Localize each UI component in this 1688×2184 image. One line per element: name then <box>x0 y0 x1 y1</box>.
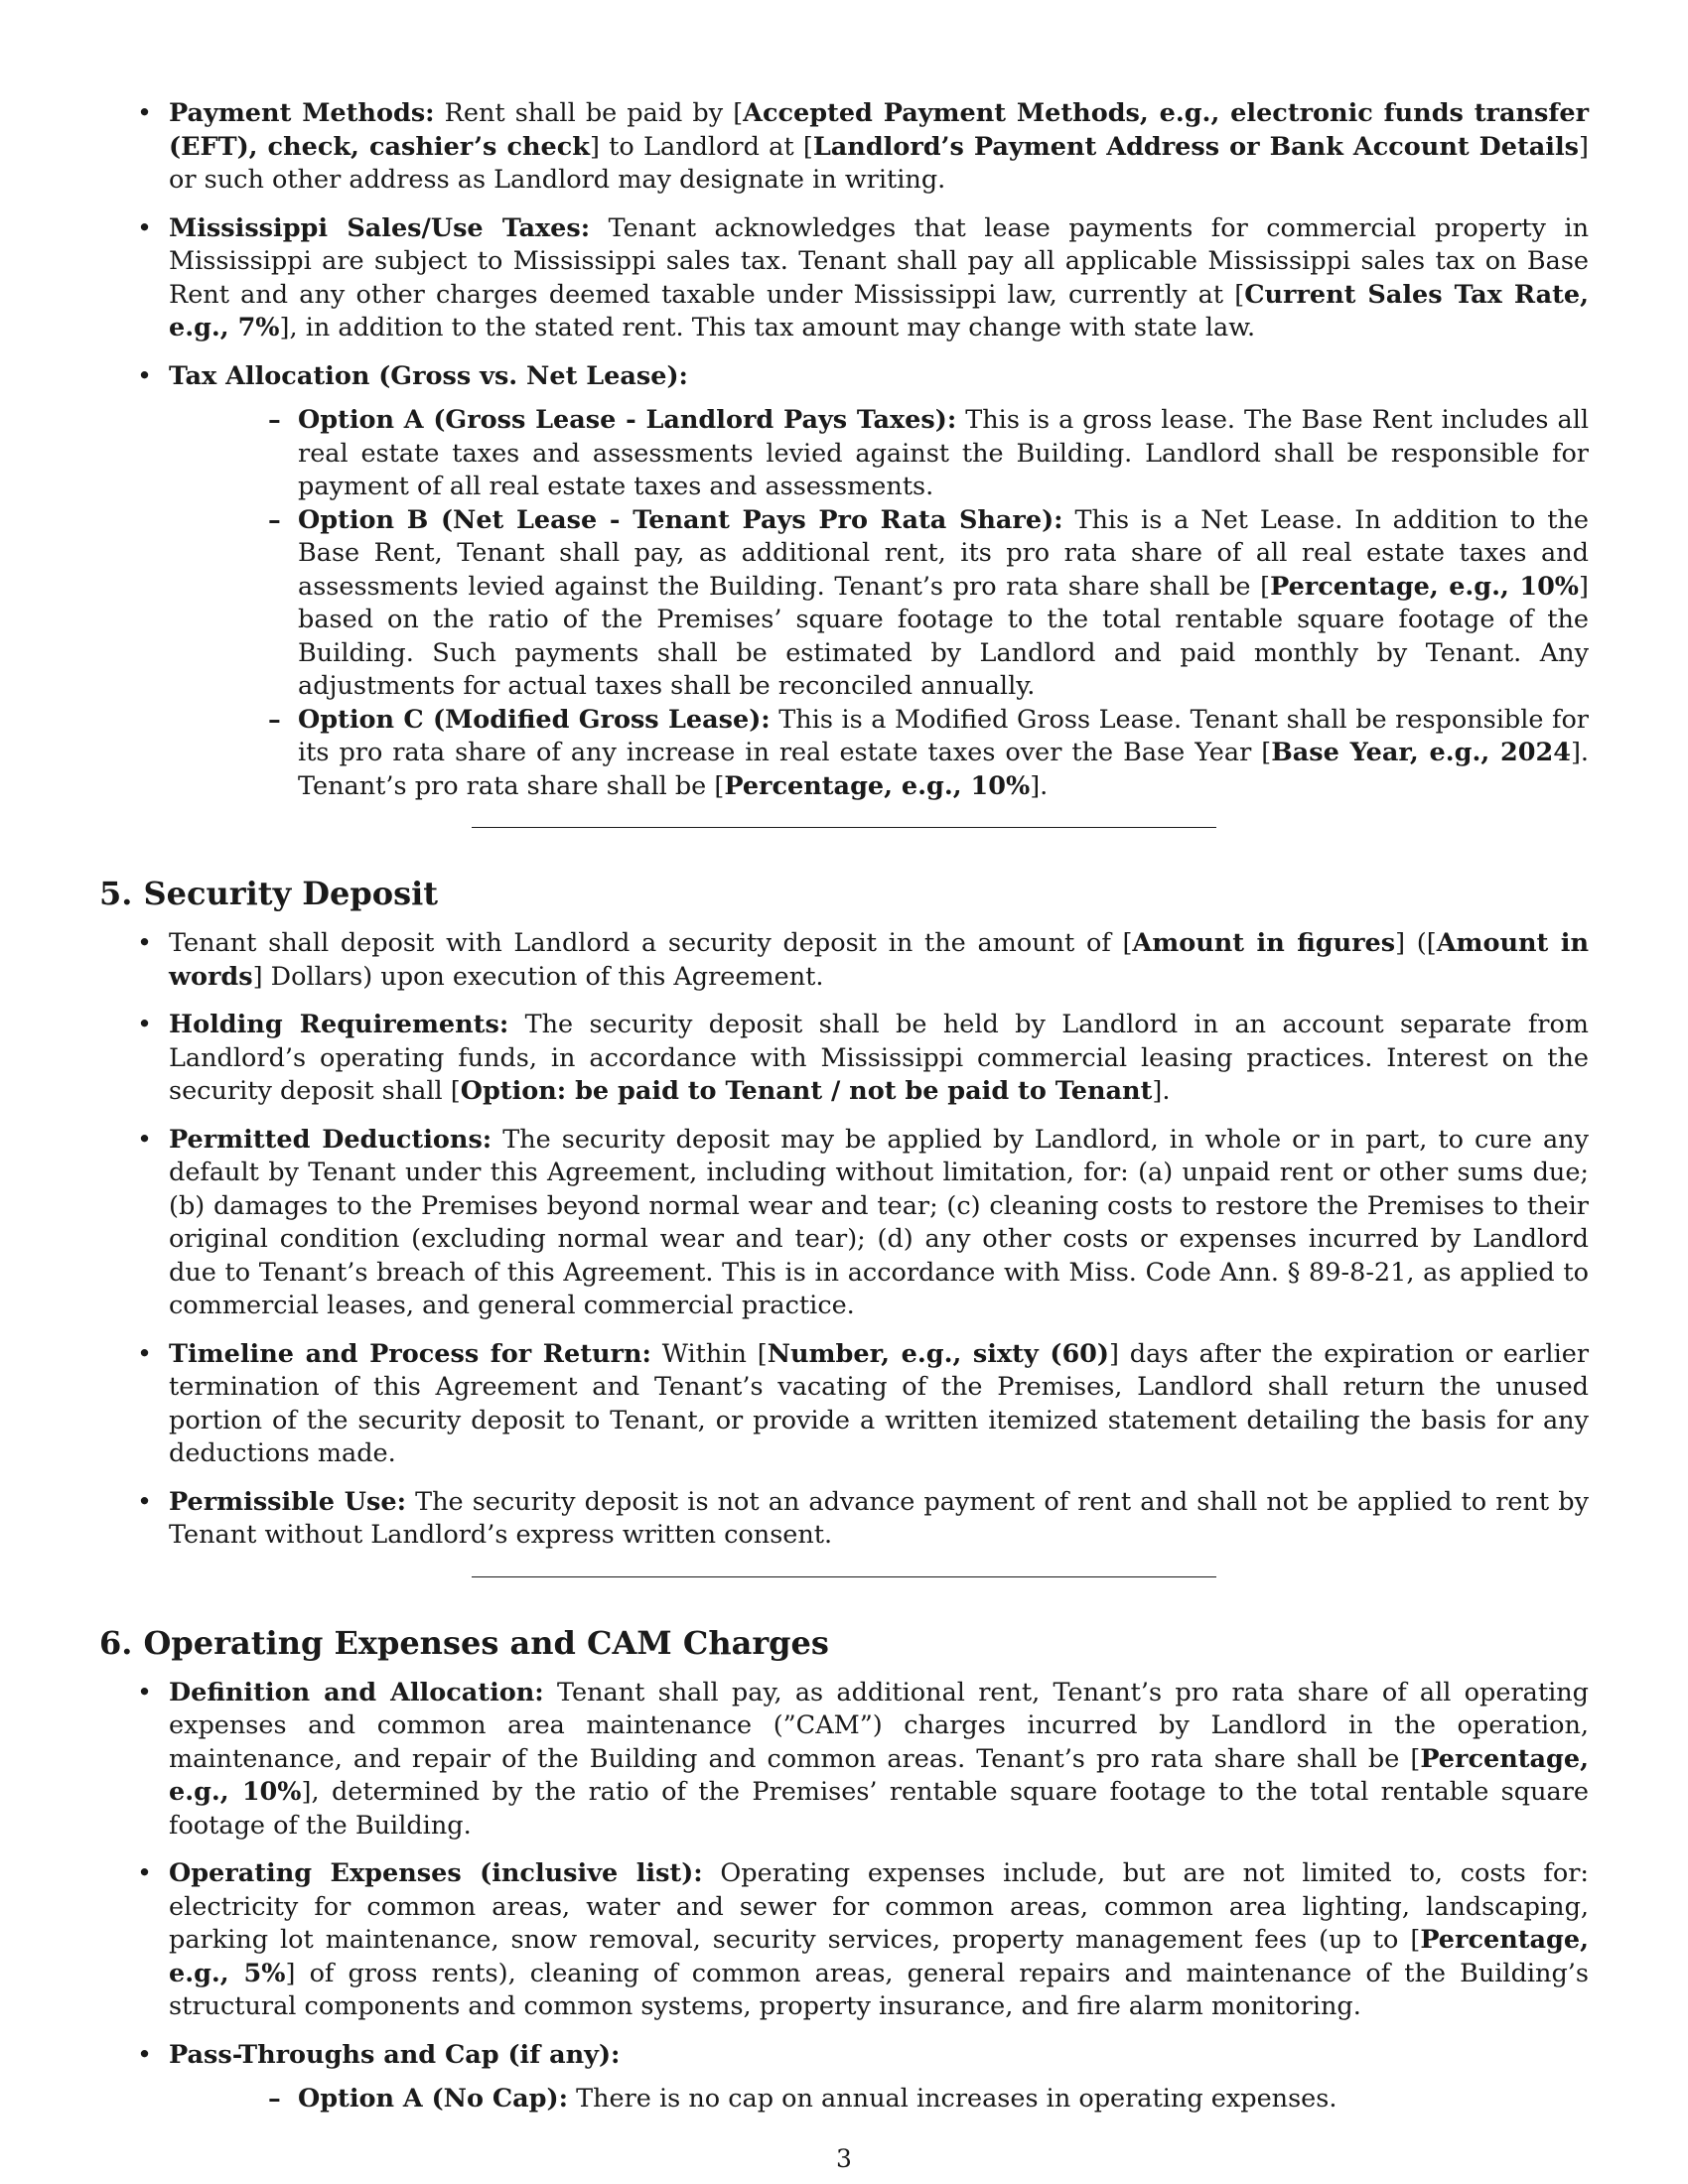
section-4-continued-list <box>99 97 1589 803</box>
holding-requirements-item: • Holding Requirements: The security deposit shall be held by Landlord in an account separate from Landlord’s operating funds, in accordance with Mississippi commercial leasing practices. Interest on the security deposit shall [Option: be paid to Tenant / not be paid to Tenant]. <box>99 1009 1589 1109</box>
return-timeline-item: • Timeline and Process for Return: Within [Number, e.g., sixty (60)] days after the expiration or earlier termination of this Agreement and Tenant’s vacating of the Premises, Landlord shall return the unused portion of the security deposit to Tenant, or provide a written itemized statement detailing the basis for any deductions made. <box>99 1338 1589 1471</box>
tax-allocation-options <box>169 404 1589 803</box>
tax-allocation-item: • Tax Allocation (Gross vs. Net Lease): – Option A (Gross Lease - Landlord Pays Taxes): This is a gross lease. The Base Rent includes all real estate taxes and assessments levied against the Building. Landlord shall be responsible for payment of all real estate taxes and assessments. – Option B (Net Lease - Tenant Pays Pro Rata Share): This is a Net Lease. In addition to the Base Rent, Tenant shall pay, as additional rent, its pro rata share of all real estate taxes and assessments levied against the Building. Tenant’s pro rata share shall be [Percentage, e.g., 10%] based on the ratio of the Premises’ square footage to the total rentable square footage of the Building. Such payments shall be estimated by Landlord and paid monthly by Tenant. Any adjustments for actual taxes shall be reconciled annually. – Option C (Modified Gross Lease): This is a Modified Gross Lease. Tenant shall be responsible for its pro rata share of any increase in real estate taxes over the Base Year [Base Year, e.g., 2024]. Tenant’s pro rata share shall be [Percentage, e.g., 10%]. <box>99 360 1589 804</box>
definition-allocation-item: • Definition and Allocation: Tenant shall pay, as additional rent, Tenant’s pro rata share of all operating expenses and common area maintenance (”CAM”) charges incurred by Landlord in the operation, maintenance, and repair of the Building and common areas. Tenant’s pro rata share shall be [Percentage, e.g., 10%], determined by the ratio of the Premises’ rentable square footage to the total rentable square footage of the Building. <box>99 1677 1589 1843</box>
payment-methods-item: • Payment Methods: Rent shall be paid by [Accepted Payment Methods, e.g., electronic funds transfer (EFT), check, cashier’s check] to Landlord at [Landlord’s Payment Address or Bank Account Details] or such other address as Landlord may designate in writing. <box>99 97 1589 198</box>
permissible-use-item: • Permissible Use: The security deposit is not an advance payment of rent and shall not be applied to rent by Tenant without Landlord’s express written consent. <box>99 1486 1589 1553</box>
section-6-list <box>99 1677 1589 2116</box>
section-5-heading: 5. Security Deposit <box>99 875 439 912</box>
operating-expenses-item: • Operating Expenses (inclusive list): Operating expenses include, but are not limited to, costs for: electricity for common areas, water and sewer for common areas, common area lighting, landscaping, parking lot maintenance, snow removal, security services, property management fees (up to [Percentage, e.g., 5%] of gross rents), cleaning of common areas, general repairs and maintenance of the Building’s structural components and common systems, property insurance, and fire alarm monitoring. <box>99 1857 1589 2024</box>
section-6-heading: 6. Operating Expenses and CAM Charges <box>99 1623 829 1662</box>
cap-option-a: – Option A (No Cap): There is no cap on annual increases in operating expenses. <box>169 2083 1589 2116</box>
section-divider <box>472 827 1216 828</box>
document-page <box>99 97 1589 2131</box>
tax-option-b: – Option B (Net Lease - Tenant Pays Pro Rata Share): This is a Net Lease. In addition to the Base Rent, Tenant shall pay, as additional rent, its pro rata share of all real estate taxes and assessments levied against the Building. Tenant’s pro rata share shall be [Percentage, e.g., 10%] based on the ratio of the Premises’ square footage to the total rentable square footage of the Building. Such payments shall be estimated by Landlord and paid monthly by Tenant. Any adjustments for actual taxes shall be reconciled annually. <box>169 504 1589 704</box>
pass-through-options <box>169 2083 1589 2116</box>
section-divider <box>472 1576 1216 1577</box>
permitted-deductions-item: • Permitted Deductions: The security deposit may be applied by Landlord, in whole or in part, to cure any default by Tenant under this Agreement, including without limitation, for: (a) unpaid rent or other sums due; (b) damages to the Premises beyond normal wear and tear; (c) cleaning costs to restore the Premises to their original condition (excluding normal wear and tear); (d) any other costs or expenses incurred by Landlord due to Tenant’s breach of this Agreement. This is in accordance with Miss. Code Ann. § 89-8-21, as applied to commercial leases, and general commercial practice. <box>99 1124 1589 1323</box>
tax-option-c: – Option C (Modified Gross Lease): This is a Modified Gross Lease. Tenant shall be responsible for its pro rata share of any increase in real estate taxes over the Base Year [Base Year, e.g., 2024]. Tenant’s pro rata share shall be [Percentage, e.g., 10%]. <box>169 704 1589 804</box>
sales-tax-item: • Mississippi Sales/Use Taxes: Tenant acknowledges that lease payments for commercial property in Mississippi are subject to Mississippi sales tax. Tenant shall pay all applicable Mississippi sales tax on Base Rent and any other charges deemed taxable under Mississippi law, currently at [Current Sales Tax Rate, e.g., 7%], in addition to the stated rent. This tax amount may change with state law. <box>99 212 1589 345</box>
section-5-list <box>99 927 1589 1553</box>
pass-throughs-item: • Pass-Throughs and Cap (if any): – Option A (No Cap): There is no cap on annual increases in operating expenses. <box>99 2039 1589 2116</box>
page-number: 3 <box>836 2144 852 2173</box>
tax-option-a: – Option A (Gross Lease - Landlord Pays Taxes): This is a gross lease. The Base Rent includes all real estate taxes and assessments levied against the Building. Landlord shall be responsible for payment of all real estate taxes and assessments. <box>169 404 1589 504</box>
deposit-amount-item: • Tenant shall deposit with Landlord a security deposit in the amount of [Amount in figures] ([Amount in words] Dollars) upon execution of this Agreement. <box>99 927 1589 994</box>
